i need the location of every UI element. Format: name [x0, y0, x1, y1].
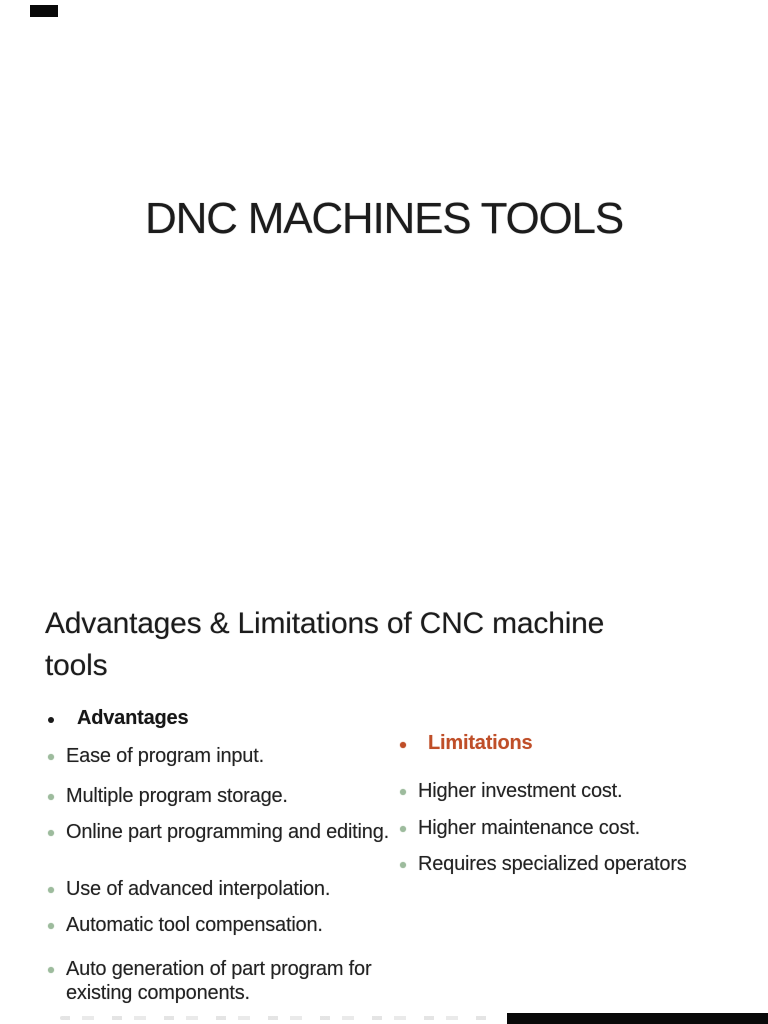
clipped-next-line-fragment [60, 1016, 490, 1020]
limitation-item: Higher investment cost. [418, 780, 623, 802]
scan-artifact-bottom-right [507, 1013, 768, 1024]
advantage-item: Auto generation of part program for existing components. [66, 958, 372, 1004]
limitations-heading: Limitations [428, 732, 533, 754]
bullet-icon [48, 794, 54, 800]
bullet-icon [400, 742, 406, 748]
section-heading [45, 603, 705, 687]
limitation-item: Requires specialized operators [418, 853, 687, 875]
advantage-item: Multiple program storage. [66, 785, 288, 807]
advantage-item: Online part programming and editing. [66, 821, 389, 843]
scan-artifact-top-left [30, 5, 58, 17]
bullet-icon [48, 967, 54, 973]
advantages-heading: Advantages [77, 707, 189, 729]
bullet-icon [48, 717, 54, 723]
bullet-icon [48, 754, 54, 760]
section-heading-line-1: Advantages & Limitations of CNC machine [45, 607, 605, 640]
bullet-icon [48, 887, 54, 893]
advantage-item: Ease of program input. [66, 745, 264, 767]
advantage-item: Automatic tool compensation. [66, 914, 323, 936]
bullet-icon [400, 862, 406, 868]
limitation-item: Higher maintenance cost. [418, 817, 640, 839]
advantage-item: Use of advanced interpolation. [66, 878, 331, 900]
section-heading-line-2: tools [45, 649, 108, 682]
bullet-icon [48, 830, 54, 836]
bullet-icon [400, 789, 406, 795]
bullet-icon [400, 826, 406, 832]
bullet-icon [48, 923, 54, 929]
slide-title: DNC MACHINES TOOLS [145, 194, 623, 243]
